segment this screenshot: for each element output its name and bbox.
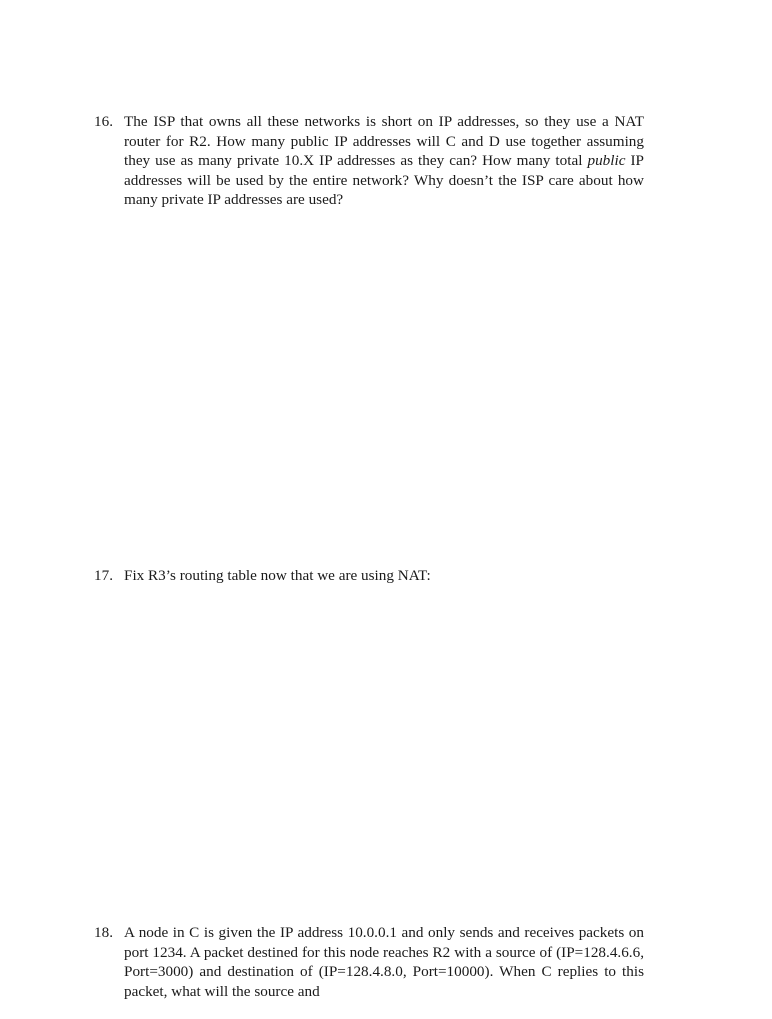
question-text-part: IP addresses will be used by the entire network? Why doesn’t the ISP care about how many private IP addresses are used? <box>124 152 644 209</box>
question-text-part: The ISP that owns all these networks is short on IP addresses, so they use a NAT router for R2. How many public IP addresses will C and D use together assuming they use as many private 10.X IP addresses as they can? How many total <box>124 113 644 170</box>
question-text <box>124 112 644 210</box>
question-17 <box>94 566 644 586</box>
question-16 <box>94 112 644 210</box>
question-number: 17. <box>94 567 113 584</box>
question-number: 16. <box>94 113 113 130</box>
question-text: A node in C is given the IP address 10.0.0.1 and only sends and receives packets on port 1234. A packet destined for this node reaches R2 with a source of (IP=128.4.6.6, Port=3000) and destination of (IP=128.4.8.0, Port=10000). When C replies to this packet, what will the source and <box>124 924 644 1000</box>
question-number: 18. <box>94 924 113 941</box>
emphasis-public: public <box>587 152 626 170</box>
question-18 <box>94 923 644 1001</box>
question-text: Fix R3’s routing table now that we are using NAT: <box>124 567 431 584</box>
